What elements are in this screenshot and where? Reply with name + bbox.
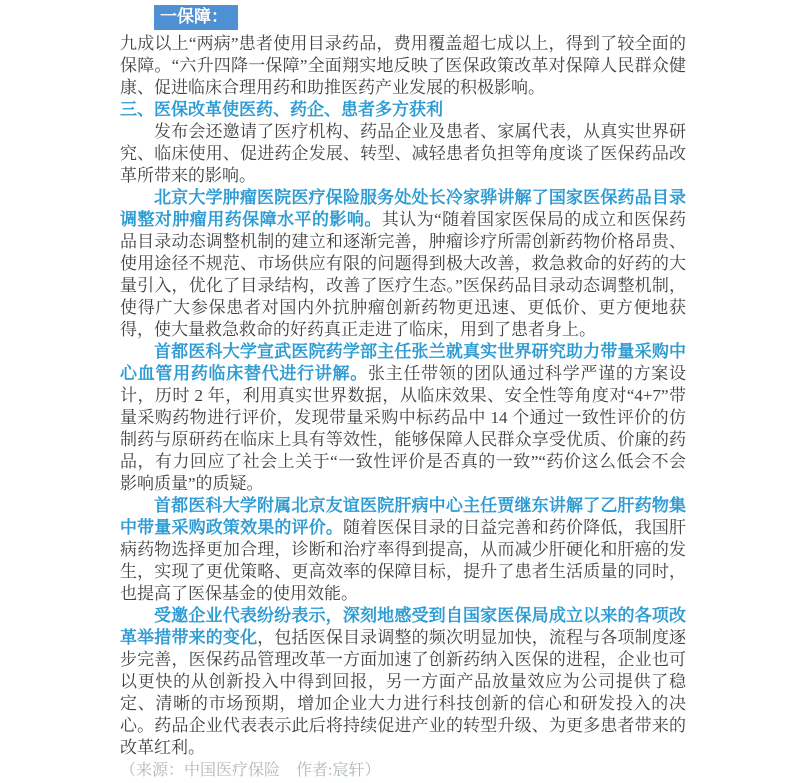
xuanwu-expert-body: 张主任带领的团队通过科学严谨的方案设计，历时 2 年，利用真实世界数据，从临床效果、安全性等角度对“4+7”带量采购药物进行评价，发现带量采购中标药品中 14 个通过一致性评价的仿制药与原研药在临床上具有等效性，能够保障人民群众享受优质、价廉的药品，有力回应了社会上关于“一致性评价是否真的一致”“药价这么低会不会影响质量”的质疑。 <box>120 364 687 493</box>
paragraph-xuanwu-expert <box>120 341 686 495</box>
friendship-expert-body: 随着医保目录的日益完善和药价降低，我国肝病药物选择更加合理，诊断和治疗率得到提高，从而减少肝硬化和肝癌的发生，实现了更优策略、更高效率的保障目标，提升了患者生活质量的同时，也提高了医保基金的使用效能。 <box>120 518 686 603</box>
section-heading: 三、医保改革使医药、药企、患者多方获利 <box>120 100 443 119</box>
enterprise-lead: 受邀企业代表纷纷表示，深刻地感受到自国家医保局成立以来的各项改革举措带来的变化 <box>120 606 686 647</box>
paragraph-two-diseases-coverage: 九成以上“两病”患者使用目录药品，费用覆盖超七成以上，得到了较全面的保障。“六升四降一保障”全面翔实地反映了医保政策改革对保障人民群众健康、促进临床合理用药和助推医药产业发展的积极影响。 <box>120 34 686 97</box>
badge-row <box>120 4 686 30</box>
xuanwu-expert-lead: 首都医科大学宣武医院药学部主任张兰就真实世界研究助力带量采购中心血管用药临床替代进行讲解。 <box>120 342 686 383</box>
paragraph-oncology-expert <box>120 187 686 341</box>
paragraph-press-conference: 发布会还邀请了医疗机构、药品企业及患者、家属代表，从真实世界研究、临床使用、促进药企发展、转型、减轻患者负担等角度谈了医保药品改革所带来的影响。 <box>120 122 686 185</box>
oncology-expert-body: 其认为“随着国家医保局的成立和医保药品目录动态调整机制的建立和逐渐完善，肿瘤诊疗所需创新药物价格昂贵、使用途径不规范、市场供应有限的问题得到极大改善，救急救命的好药的大量引入，优化了目录结构，改善了医疗生态。”医保药品目录动态调整机制，使得广大参保患者对国内外抗肿瘤创新药物更迅速、更低价、更方便地获得，使大量救急救命的好药真正走进了临床，用到了患者身上。 <box>120 210 687 339</box>
oncology-expert-lead: 北京大学肿瘤医院医疗保险服务处处长冷家骅讲解了国家医保药品目录调整对肿瘤用药保障水平的影响。 <box>120 188 686 229</box>
section-badge: 一保障： <box>154 5 238 30</box>
paragraph-friendship-expert <box>120 495 686 605</box>
enterprise-body: ，包括医保目录调整的频次明显加快，流程与各项制度逐步完善，医保药品管理改革一方面加速了创新药纳入医保的进程，企业也可以更快的从创新投入中得到回报，另一方面产品放量效应为公司提供了稳定、清晰的市场预期，增加企业大力进行科技创新的信心和研发投入的决心。药品企业代表表示此后将持续促进产业的转型升级、为更多患者带来的改革红利。 <box>120 628 686 757</box>
friendship-expert-lead: 首都医科大学附属北京友谊医院肝病中心主任贾继东讲解了乙肝药物集中带量采购政策效果的评价。 <box>120 496 686 537</box>
paragraph-enterprise-representatives <box>120 605 686 759</box>
source-line: （来源：中国医疗保险 作者:宸轩） <box>120 762 381 779</box>
